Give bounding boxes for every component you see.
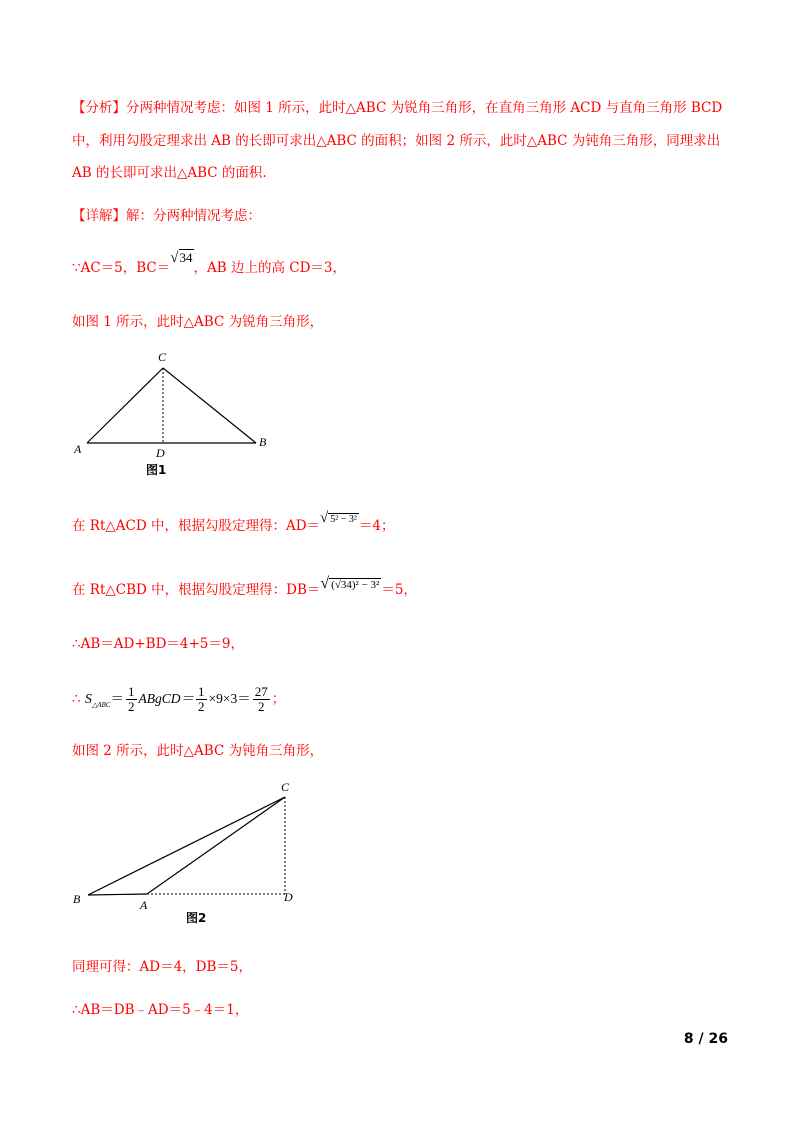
fraction-3-den: 2: [257, 699, 265, 714]
rt-cbd-expr: (√34)² − 3²: [331, 579, 380, 591]
area-end: ；: [271, 691, 286, 707]
sqrt-34: √34: [170, 250, 193, 266]
area-prefix: ∴: [72, 691, 81, 707]
figure-1: [70, 345, 280, 465]
segment-ac: [87, 368, 163, 443]
rt-cbd-line: [72, 575, 417, 601]
case1-text: 如图 1 所示，此时△ABC 为锐角三角形，: [72, 314, 324, 330]
rt-acd-prefix: 在 Rt△ACD 中，根据勾股定理得：AD＝: [72, 518, 321, 534]
analysis-line-2: 中，利用勾股定理求出 AB 的长即可求出△ABC 的面积；如图 2 所示，此时△ABC 为钝角三角形，同理求出: [72, 133, 721, 149]
fig2-label-a: A: [140, 898, 148, 912]
area-line: [72, 684, 285, 720]
case2-text: 如图 2 所示，此时△ABC 为钝角三角形，: [72, 743, 324, 759]
figure-2: [68, 775, 308, 915]
fig1-label-b: B: [259, 435, 267, 449]
segment-ba: [88, 894, 147, 895]
fig1-label-c: C: [158, 350, 167, 364]
figure-1-caption: 图1: [146, 463, 167, 477]
area-sub: △ABC: [91, 701, 111, 709]
given-line: [72, 250, 346, 278]
fraction-2-den: 2: [198, 699, 205, 714]
analysis-line-1: 【分析】分两种情况考虑：如图 1 所示，此时△ABC 为锐角三角形，在直角三角形 ACD 与直角三角形 BCD: [72, 100, 723, 116]
fraction-2-num: 1: [198, 684, 205, 699]
fraction-1-num: 1: [128, 684, 135, 699]
sqrt-acd: √ 5² − 3²: [320, 510, 357, 526]
analysis-line-3: AB 的长即可求出△ABC 的面积.: [72, 165, 267, 181]
fraction-1: [126, 685, 137, 714]
figure-2-caption: 图2: [186, 911, 207, 925]
area-s: S: [84, 692, 92, 707]
fraction-1-den: 2: [128, 699, 135, 714]
fraction-2: [196, 685, 207, 714]
given-suffix: ，AB 边上的高 CD＝3，: [193, 260, 346, 276]
fraction-3-num: 27: [254, 684, 268, 699]
same-line: 同理可得：AD＝4，DB＝5，: [72, 959, 252, 975]
fig1-label-a: A: [74, 442, 82, 456]
rt-cbd-suffix: ＝5，: [381, 582, 417, 598]
area-eq1: ＝: [110, 691, 124, 706]
segment-bc: [88, 797, 285, 895]
area-mid: ABgCD＝: [138, 691, 194, 706]
area-mul: ×9×3＝: [208, 691, 251, 706]
given-sqrt-value: 34: [179, 250, 193, 265]
ab-sum-line: ∴AB＝AD+BD＝4+5＝9，: [72, 636, 244, 652]
fraction-3: [253, 685, 270, 714]
fig2-label-b: B: [73, 892, 81, 906]
rt-acd-suffix: ＝4；: [358, 518, 395, 534]
fig2-label-d: D: [284, 890, 293, 904]
segment-ac: [147, 797, 285, 894]
rt-acd-line: [72, 510, 395, 538]
fig1-label-d: D: [156, 446, 165, 460]
rt-acd-expr: 5² − 3²: [330, 514, 357, 525]
fig2-label-c: C: [281, 780, 290, 794]
ab-diff-line: ∴AB＝DB﹣AD＝5﹣4＝1，: [72, 1002, 249, 1018]
segment-bc: [163, 368, 256, 443]
detail-heading: 【详解】解：分两种情况考虑：: [72, 208, 261, 224]
rt-cbd-prefix: 在 Rt△CBD 中，根据勾股定理得：DB＝: [72, 582, 321, 598]
page-number: 8 / 26: [683, 1031, 728, 1047]
sqrt-cbd: √ (√34)² − 3²: [320, 575, 380, 592]
given-prefix: ∵AC＝5，BC＝: [72, 260, 171, 276]
